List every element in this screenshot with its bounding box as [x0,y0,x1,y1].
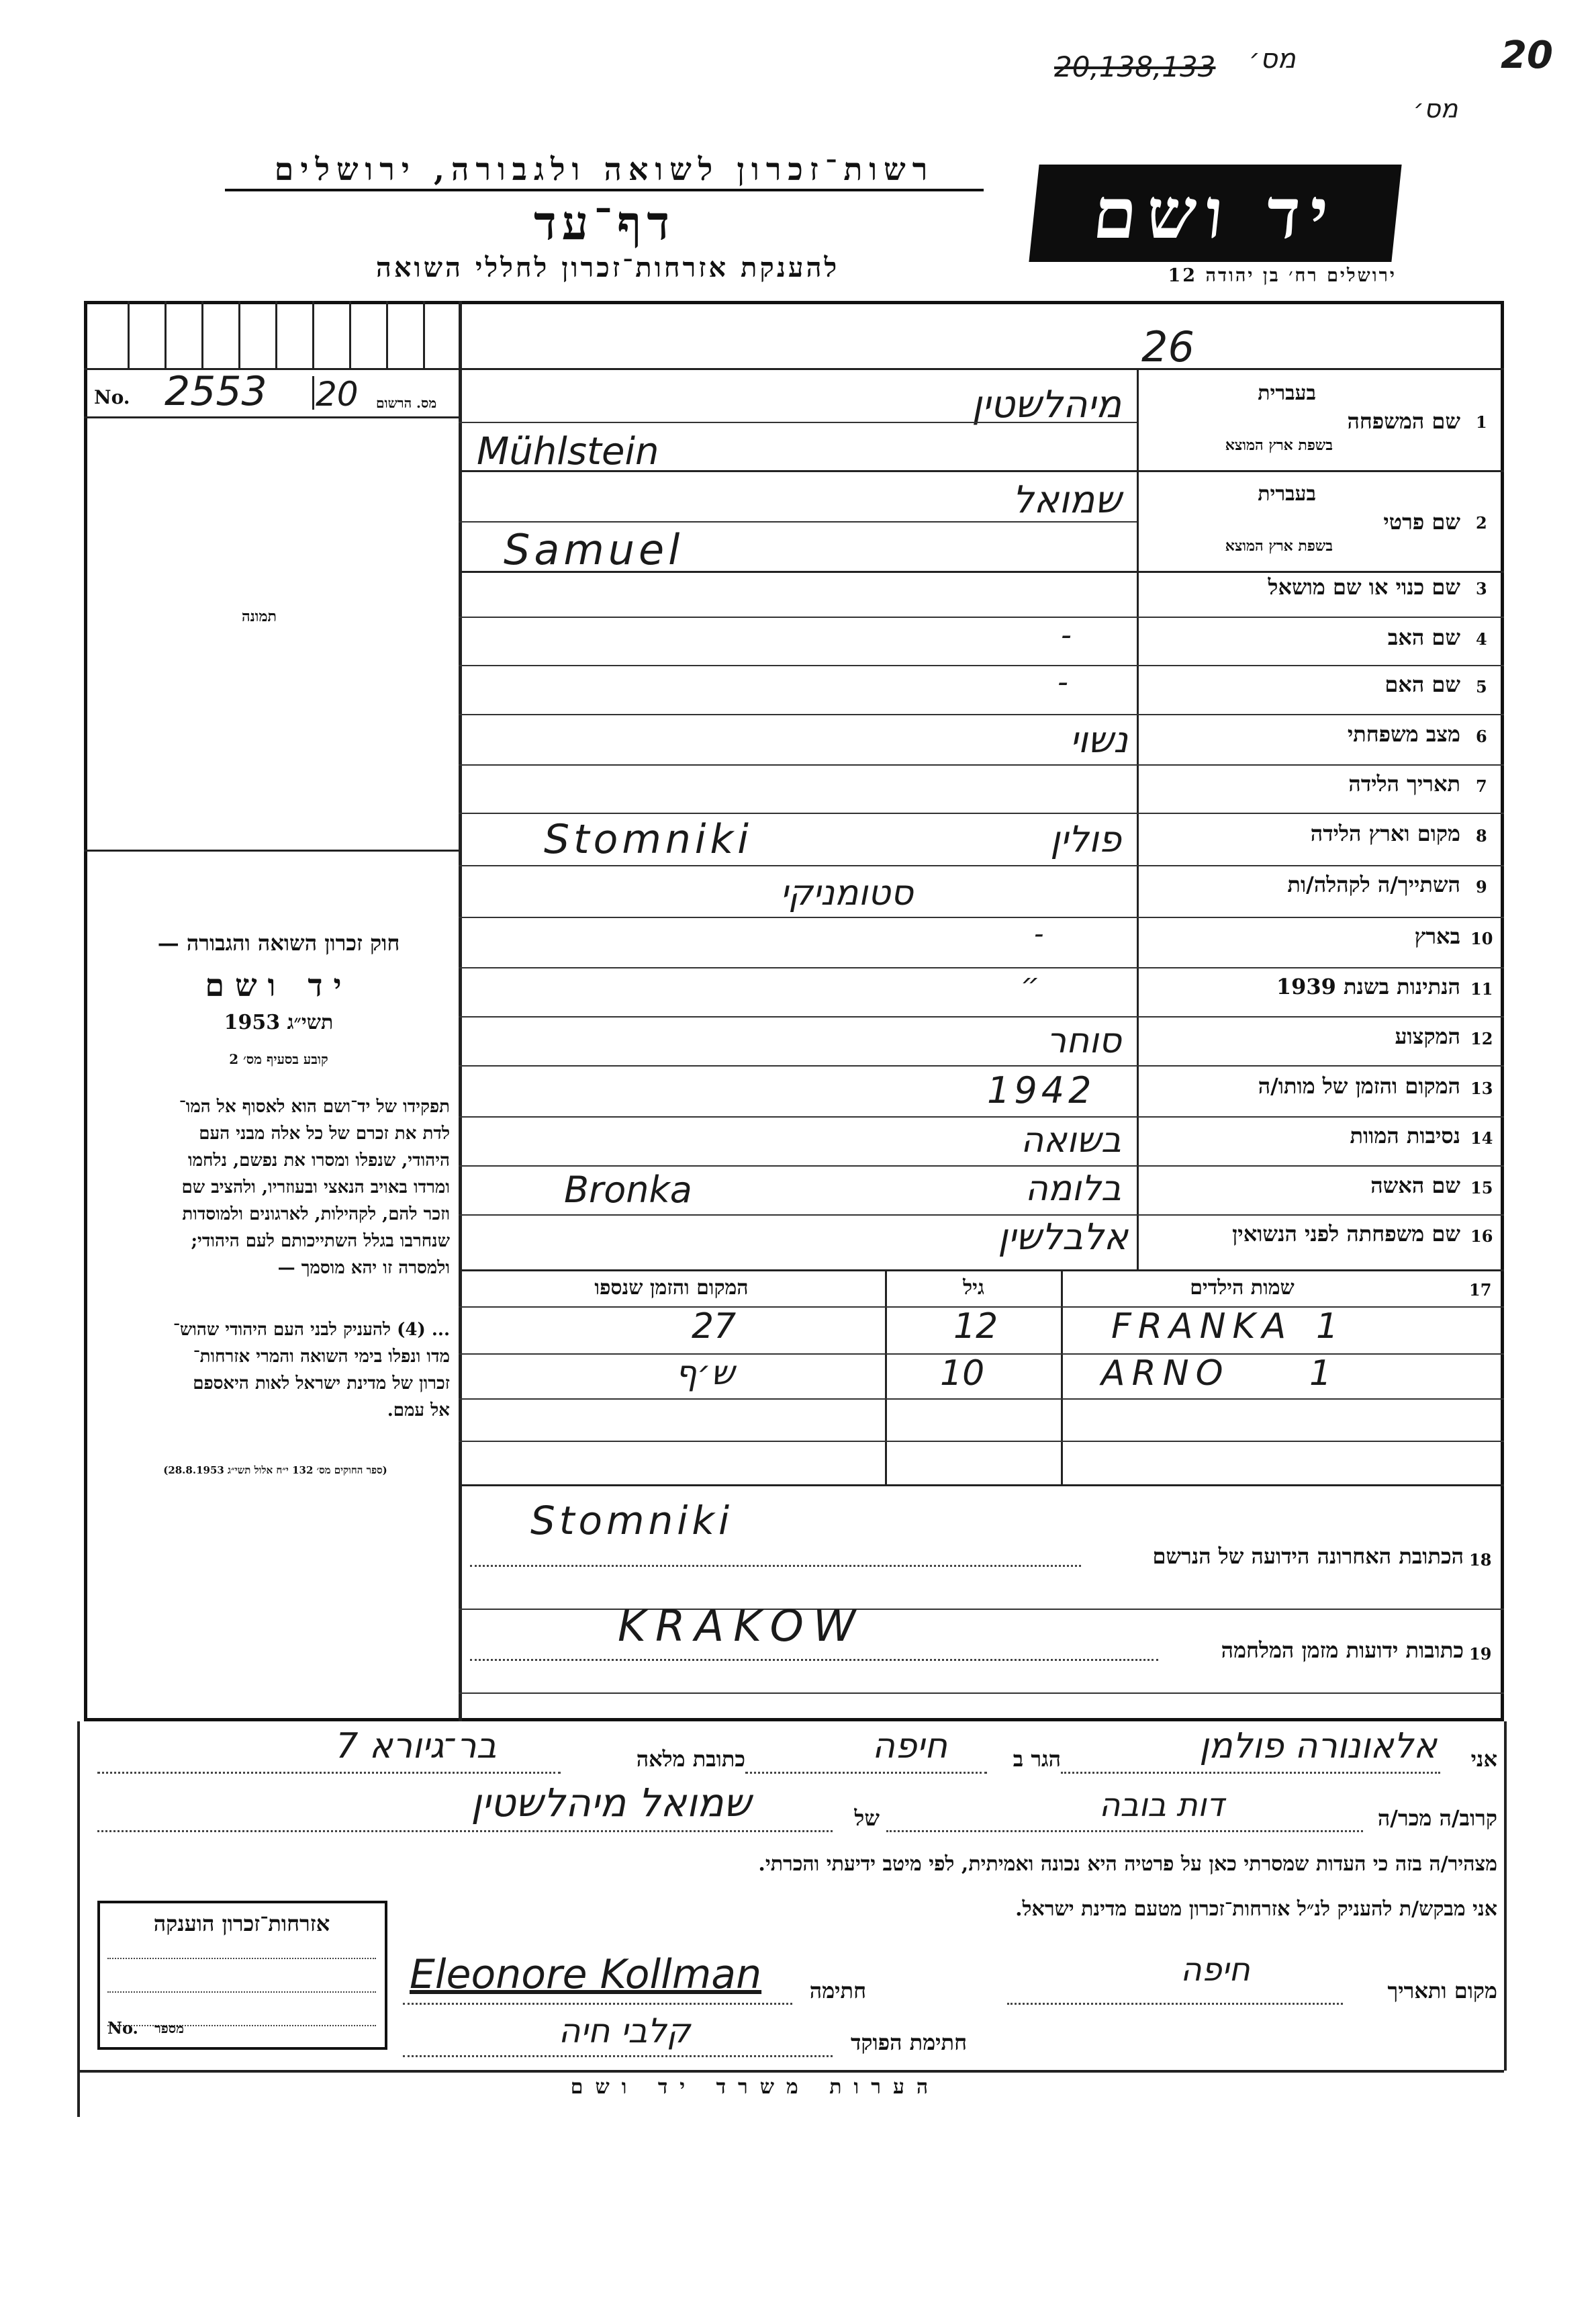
law-clause: קובע בסעיף מס׳ 2 [229,1051,328,1067]
law-citation: (ספר החוקים מס׳ 132 י״ח אלול תשי״ג 28.8.1953) [163,1464,387,1476]
field-1-label: שם המשפחה [1347,408,1460,434]
decl-place-date-value: חיפה [1180,1951,1250,1989]
field-12-label: המקצוע [1395,1024,1460,1049]
child-1-age: 12 [953,1306,998,1347]
decl-signature-label: חתימה [809,1978,866,2003]
field-8-value-latin: Stomniki [544,816,753,863]
decl-relative-label: קרוב/ה מכר/ה [1377,1805,1497,1831]
decl-request: אני מבקש/ת להעניק לנ״ל אזרחות־זכרון מטעם מדינת ישראל. [1015,1897,1497,1921]
corner-number: 20 [1501,34,1553,77]
field-15-value-hebrew: בלומה [1025,1169,1121,1209]
logo-address: ירושלים רח׳ בן יהודה 12 [1168,265,1397,286]
decl-city-value: חיפה [872,1726,948,1766]
child-1-mark: 1 [1316,1306,1339,1347]
law-line: מדו ונפלו בימי השואה והמרי אזרחות־ [193,1347,450,1367]
law-line: לדת את זכרם של כל אלה מבני העם [199,1124,450,1144]
field-4-value: - [1061,618,1072,652]
law-line: זכרון של מדינת ישראל לאות היאספם [193,1373,450,1394]
field-6-num: 6 [1476,727,1487,746]
decl-ani-label: אני [1470,1746,1497,1772]
field-1-sub-origin: בשפת ארץ המוצא [1225,437,1333,454]
yad-vashem-logo [1029,165,1401,262]
law-line: ומרדו באויב הנאצי ובעוזריו, ולהציב שם [181,1177,450,1197]
registration-number: 2553 [165,368,267,415]
field-5-num: 5 [1476,677,1487,696]
field-9-value: סטומניקי [780,873,913,913]
field-18-label: הכתובת האחרונה הידועה של הנרשם [1152,1543,1464,1569]
field-9-num: 9 [1476,877,1487,897]
law-line: אל עמם. [387,1400,450,1420]
child-2-name: ARNO [1101,1353,1230,1394]
field-1-num: 1 [1476,412,1487,432]
field-13-num: 13 [1470,1079,1493,1098]
registration-number-suffix: 20 [316,375,359,414]
decl-of-value: שמואל מיהלשטין [471,1780,751,1825]
field-19-value: KRAKOW [618,1602,865,1652]
field-2-sub-origin: בשפת ארץ המוצא [1225,537,1333,555]
field-8-num: 8 [1476,826,1487,846]
award-box-title: אזרחות־זכרון הוענקה [153,1911,330,1936]
decl-officer-label: חתימת הפוקד [851,2030,967,2055]
field-10-value: - [1034,919,1044,950]
registration-label: מס. הרשום [376,395,437,411]
award-box-number-label: מספר [154,2020,184,2036]
law-paragraph-1 [101,1093,450,1281]
field-15-num: 15 [1470,1178,1493,1197]
field-19-label: כתובות ידועות מזמן המלחמה [1221,1637,1464,1663]
field-16-label: שם משפחתה לפני הנשואין [1232,1221,1460,1247]
field-8-value-hebrew: פולין [1050,818,1121,860]
field-8-label: מקום וארץ הלידה [1310,821,1460,846]
org-line: רשות־זכרון לשואה ולגבורה, ירושלים [225,151,984,191]
field-2-label: שם פרטי [1383,509,1460,535]
field-3-num: 3 [1476,579,1487,598]
decl-full-address-label: כתובת מלאה [636,1746,745,1772]
ms-mark-2: מס׳ [1413,94,1458,124]
field-13-label: המקום והזמן של מותו/ה [1258,1073,1460,1099]
decl-name-value: אלאונורה פולמן [1199,1726,1437,1766]
field-11-value: ״ [1021,967,1040,1001]
decl-officer-value: קלבי חיה [558,2012,691,2050]
field-16-value: אלבלשין [998,1216,1128,1258]
field-6-value: נשוי [1070,719,1128,761]
field-14-label: נסיבות המוות [1350,1123,1460,1148]
award-box-no-label: No. [107,2018,138,2038]
field-9-label: השתייך/ה לקהלה/ות [1287,872,1460,897]
decl-place-date-label: מקום ותאריך [1387,1978,1497,2003]
field-6-label: מצב משפחתי [1347,721,1460,747]
child-2-mark: 1 [1309,1353,1332,1394]
decl-relation-value: דות בובה [1098,1787,1225,1824]
children-col-place: המקום והזמן שנספו [594,1276,749,1300]
field-7-label: תאריך הלידה [1348,771,1460,797]
field-5-value: - [1058,665,1068,699]
law-name: יד ושם [205,967,353,1003]
law-heading: חוק זכרון השואה והגבורה — [157,930,400,956]
field-7-num: 7 [1476,776,1487,796]
law-year: תשי״ג 1953 [224,1011,334,1034]
child-1-name: FRANKA [1111,1306,1293,1347]
decl-of-label: של [854,1805,880,1831]
field-2-num: 2 [1476,513,1487,533]
decl-address-value: בר־גיורא 7 [336,1726,497,1766]
decl-signature-value: Eleonore Kollman [410,1951,762,1998]
field-1-value-hebrew: מיהלשטין [972,383,1121,426]
field-1-sub-hebrew: בעברית [1258,381,1316,405]
field-13-value: 1942 [987,1069,1096,1112]
field-15-value-latin: Bronka [564,1169,692,1211]
page-number: 26 [1141,322,1194,371]
registration-no-label: No. [94,386,130,408]
child-2-age: 10 [940,1353,985,1394]
law-line: ... (4) להעניק לבני העם היהודי שהוש־ [173,1320,450,1340]
field-15-label: שם האשה [1370,1173,1460,1198]
law-line: שנחרבו בגלל השתייכותם לעם היהודי; [191,1231,450,1251]
law-line: תפקידו של יד־ושם הוא לאסוף אל המו־ [179,1097,450,1117]
field-14-value: בשואה [1021,1120,1121,1161]
field-11-num: 11 [1470,979,1493,999]
law-line: ולמסרה זו יהא מוסמך — [277,1258,450,1278]
law-line: היהודי, שנפלו ומסרו את נפשם, נלחמו [187,1150,450,1171]
children-col-age: גיל [963,1276,984,1300]
field-19-num: 19 [1469,1644,1492,1664]
field-11-label: הנתינות בשנת 1939 [1276,974,1460,999]
field-14-num: 14 [1470,1128,1493,1148]
field-18-num: 18 [1469,1550,1492,1570]
children-num: 17 [1469,1280,1492,1300]
ms-mark-1: מס׳ [1249,44,1296,75]
decl-statement: מצהיר/ה בזה כי העדות שמסרתי כאן על פרטיה היא נכונה ואמיתית, לפי מיטב ידיעתי והכרתי. [758,1852,1497,1876]
struck-number: 20,138,133 [1054,50,1216,83]
field-4-label: שם האב [1387,625,1460,650]
field-3-label: שם כנוי או שם מושאל [1268,574,1460,600]
field-2-sub-hebrew: בעברית [1258,482,1316,506]
footer-note: הערות משרד יד ושם [570,2075,941,2099]
child-2-place: ש׳ף [675,1353,735,1392]
field-18-value: Stomniki [530,1498,734,1543]
field-2-value-hebrew: שמואל [1012,478,1121,522]
children-col-names: שמות הילדים [1190,1276,1295,1300]
field-10-num: 10 [1470,929,1493,948]
law-line: וזכר להם, לקהילות, לארגונים ולמוסדות [182,1204,450,1224]
field-12-num: 12 [1470,1029,1493,1048]
field-1-value-latin: Mühlstein [477,430,659,473]
decl-resides-label: הגר ב [1013,1746,1061,1772]
law-paragraph-2 [101,1316,450,1424]
field-10-label: בארץ [1414,923,1460,949]
field-2-value-latin: Samuel [504,525,684,574]
field-12-value: סוחר [1046,1021,1121,1061]
form-title: דף־עד [533,195,675,251]
photo-label: תמונה [242,608,277,625]
field-4-num: 4 [1476,629,1487,649]
field-16-num: 16 [1470,1226,1493,1246]
field-5-label: שם האם [1384,672,1460,697]
form-subtitle: להענקת אזרחות־זכרון לחללי השואה [375,252,840,283]
logo-text: יד ושם [1089,172,1342,255]
child-1-place: 27 [692,1306,737,1347]
